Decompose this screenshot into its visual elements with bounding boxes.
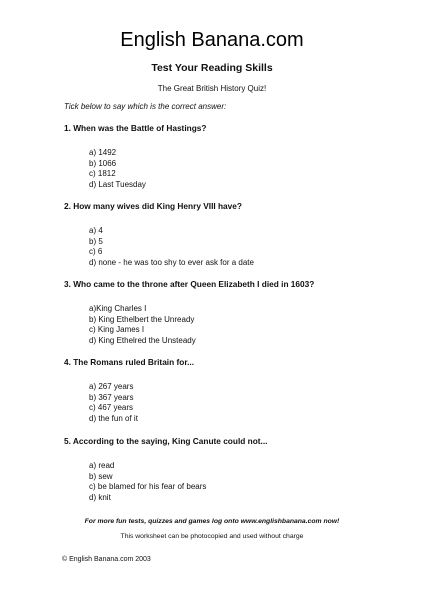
copyright-notice: © English Banana.com 2003 [62,556,151,563]
question-5 [64,436,404,503]
footer-note: This worksheet can be photocopied and used without charge [120,533,304,540]
answer-option[interactable]: c) 1812 [89,169,116,178]
page-title: Test Your Reading Skills [151,62,273,74]
answer-option[interactable]: d) knit [89,492,111,502]
answer-option[interactable]: c) 6 [89,247,103,256]
question-text: 2. How many wives did King Henry VIII have? [64,201,242,211]
answer-option[interactable]: c) be blamed for his fear of bears [89,482,207,491]
answer-options [89,148,404,190]
question-text: 1. When was the Battle of Hastings? [64,123,207,133]
question-4 [64,357,404,424]
answer-option[interactable]: c) King James I [89,325,145,334]
answer-options [89,304,404,346]
answer-option[interactable]: b) sew [89,471,113,481]
answer-option[interactable]: b) King Ethelbert the Unready [89,314,195,324]
answer-option[interactable]: d) none - he was too shy to ever ask for a date [89,257,254,267]
quiz-subtitle: The Great British History Quiz! [157,84,267,93]
answer-option[interactable]: a)King Charles I [89,304,147,313]
footer-promo: For more fun tests, quizzes and games log onto www.englishbanana.com now! [84,518,340,525]
question-text: 3. Who came to the throne after Queen Elizabeth I died in 1603? [64,279,315,289]
answer-options [89,382,404,424]
question-text: 4. The Romans ruled Britain for... [64,357,195,367]
answer-options [89,226,404,268]
site-title: English Banana.com [120,29,304,51]
answer-option[interactable]: a) read [89,461,115,470]
answer-option[interactable]: b) 367 years [89,392,134,402]
question-2 [64,201,404,268]
answer-option[interactable]: a) 267 years [89,382,134,391]
answer-option[interactable]: c) 467 years [89,403,134,412]
question-3 [64,279,404,346]
answer-option[interactable]: a) 1492 [89,148,117,157]
answer-option[interactable]: d) King Ethelred the Unsteady [89,335,196,345]
answer-option[interactable]: b) 1066 [89,158,117,168]
answer-option[interactable]: d) Last Tuesday [89,179,146,189]
answer-option[interactable]: d) the fun of it [89,413,138,423]
instructions-text: Tick below to say which is the correct answer: [64,102,227,111]
question-1 [64,123,404,190]
answer-option[interactable]: a) 4 [89,226,103,235]
answer-options [89,461,404,503]
question-text: 5. According to the saying, King Canute could not... [64,436,268,446]
answer-option[interactable]: b) 5 [89,236,103,246]
